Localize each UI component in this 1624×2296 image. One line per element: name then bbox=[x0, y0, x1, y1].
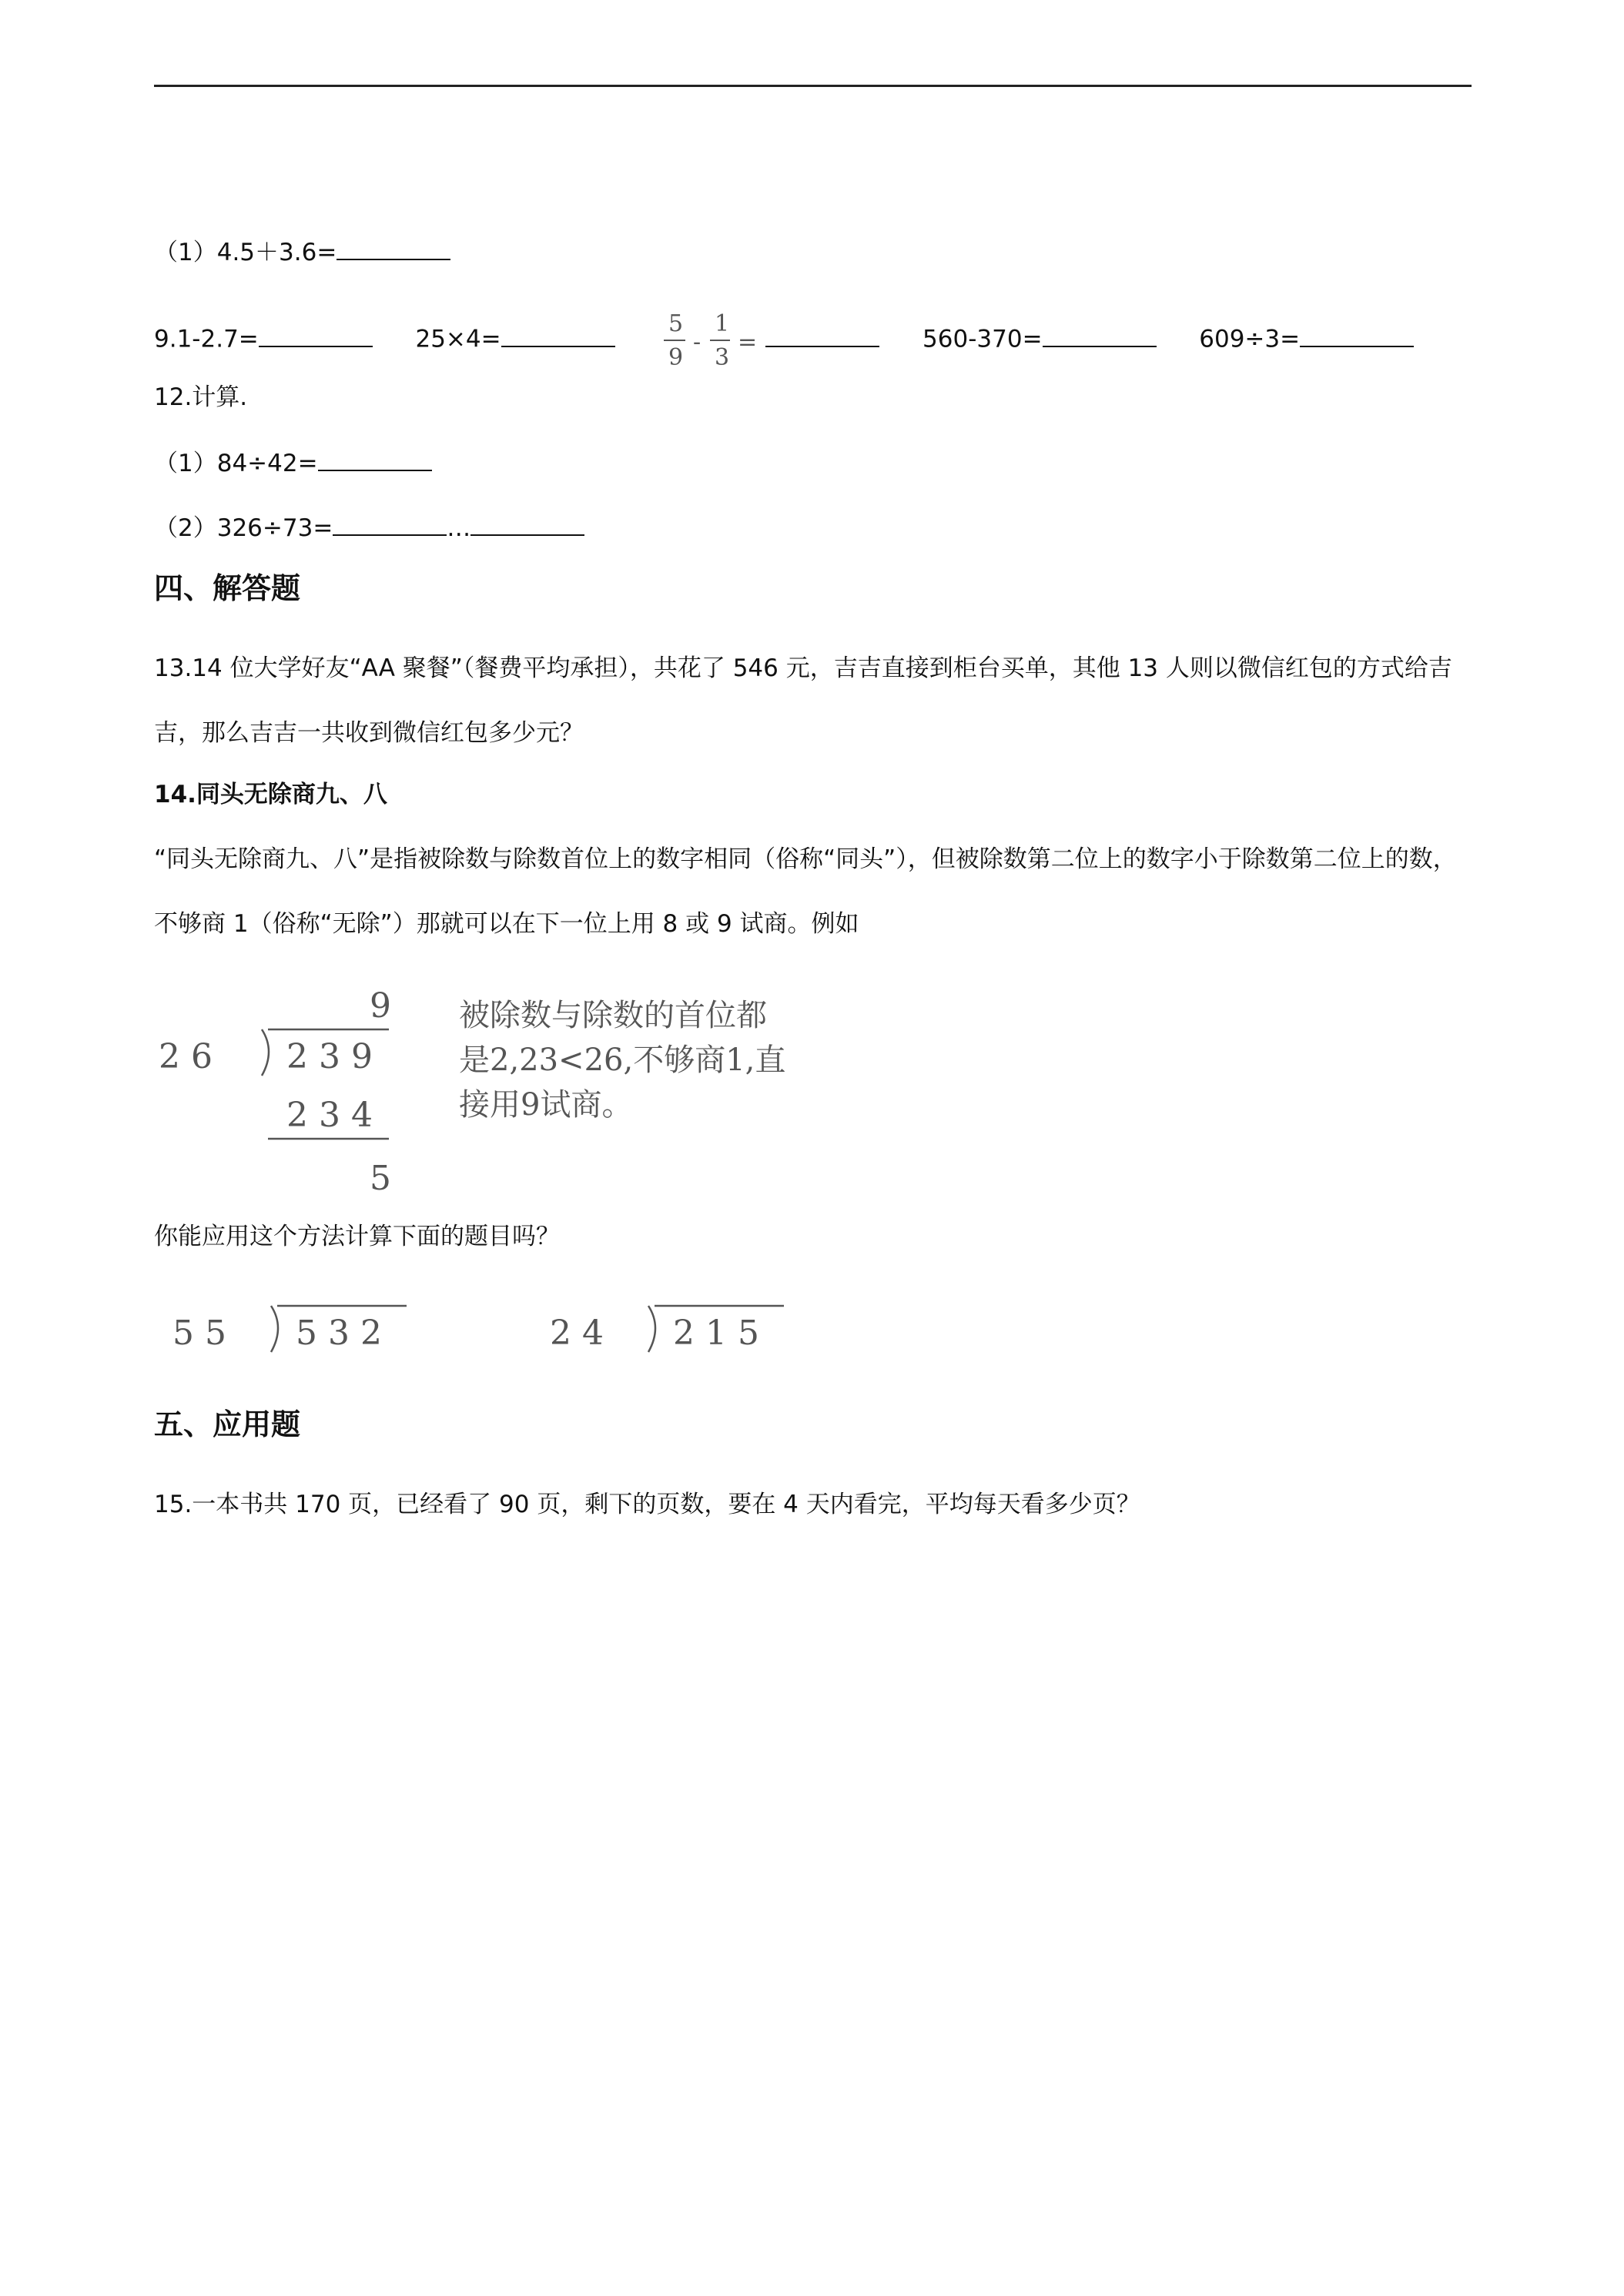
practice-problem-2-graphic bbox=[539, 1290, 793, 1360]
answer-blank bbox=[337, 236, 450, 260]
problem-1-dividend: 5 3 2 bbox=[296, 1314, 382, 1353]
q15-text: 15.一本书共 170 页，已经看了 90 页，剩下的页数，要在 4 天内看完，平均每天看多少页？ bbox=[154, 1491, 1140, 1518]
q11-item-1 bbox=[154, 236, 450, 268]
answer-blank bbox=[259, 323, 373, 347]
practice-problem-1-graphic bbox=[162, 1290, 416, 1360]
expr-subtraction: 9.1-2.7= bbox=[154, 325, 259, 353]
frac-a-numerator: 5 bbox=[668, 310, 684, 337]
remainder: 5 bbox=[370, 1159, 391, 1198]
q12-item-1 bbox=[154, 447, 432, 479]
ellipsis: … bbox=[447, 514, 471, 542]
quotient: 9 bbox=[370, 986, 391, 1026]
q14-text: “同头无除商九、八”是指被除数与除数首位上的数字相同（俗称“同头”），但被除数第二位上的数字小于除数第二位上的数，不够商 1（俗称“无除”）那就可以在下一位上用 8 或 9 试商。例如 bbox=[154, 845, 1457, 938]
q11-row-2 bbox=[154, 310, 1414, 371]
frac-b-numerator: 1 bbox=[715, 310, 730, 337]
fraction-expression bbox=[658, 310, 765, 371]
problem-2-divisor: 2 4 bbox=[550, 1314, 604, 1353]
frac-b-denominator: 3 bbox=[715, 344, 730, 371]
problem-2-dividend: 2 1 5 bbox=[673, 1314, 759, 1353]
section-heading-5: 五、应用题 bbox=[154, 1407, 301, 1441]
product: 2 3 4 bbox=[286, 1096, 373, 1135]
q11-item-1-text: （1）4.5＋3.6= bbox=[154, 239, 337, 266]
note-line-1: 被除数与除数的首位都 bbox=[459, 998, 767, 1033]
example-long-division bbox=[154, 982, 408, 1208]
answer-blank bbox=[318, 447, 432, 471]
fraction-expression-graphic bbox=[658, 310, 765, 371]
q14-title: 14.同头无除商九、八 bbox=[154, 781, 387, 808]
page-header-rule bbox=[154, 85, 1472, 87]
frac-equals: = bbox=[738, 329, 758, 356]
expr-multiplication: 25×4= bbox=[415, 325, 501, 353]
practice-problem-1 bbox=[162, 1290, 416, 1363]
example-long-division-graphic bbox=[154, 982, 408, 1205]
practice-problem-2 bbox=[539, 1290, 793, 1363]
q13-text: 13.14 位大学好友“AA 聚餐”（餐费平均承担），共花了 546 元，吉吉直接到柜台买单，其他 13 人则以微信红包的方式给吉吉，那么吉吉一共收到微信红包多少元？ bbox=[154, 654, 1452, 747]
answer-blank bbox=[1043, 323, 1157, 347]
note-line-3: 接用9试商。 bbox=[459, 1087, 633, 1123]
q12-item-2 bbox=[154, 511, 584, 544]
expr-division: 609÷3= bbox=[1199, 325, 1301, 353]
q14-question: 你能应用这个方法计算下面的题目吗？ bbox=[154, 1223, 560, 1250]
answer-blank bbox=[765, 323, 879, 347]
expr-subtraction-2: 560-370= bbox=[922, 325, 1043, 353]
problem-1-divisor: 5 5 bbox=[172, 1314, 226, 1353]
q12-item-1-text: （1）84÷42= bbox=[154, 450, 318, 477]
q12-title: 12.计算. bbox=[154, 383, 248, 411]
answer-blank bbox=[470, 511, 584, 536]
note-line-2: 是2,23<26,不够商1,直 bbox=[459, 1043, 786, 1078]
divisor: 2 6 bbox=[159, 1037, 213, 1076]
dividend: 2 3 9 bbox=[286, 1037, 373, 1076]
example-note bbox=[459, 993, 785, 1127]
answer-blank bbox=[1300, 323, 1414, 347]
section-heading-4: 四、解答题 bbox=[154, 571, 301, 605]
frac-operator: - bbox=[693, 329, 702, 356]
answer-blank bbox=[501, 323, 615, 347]
frac-a-denominator: 9 bbox=[668, 344, 684, 371]
q12-item-2-text: （2）326÷73= bbox=[154, 514, 333, 542]
answer-blank bbox=[333, 511, 447, 536]
